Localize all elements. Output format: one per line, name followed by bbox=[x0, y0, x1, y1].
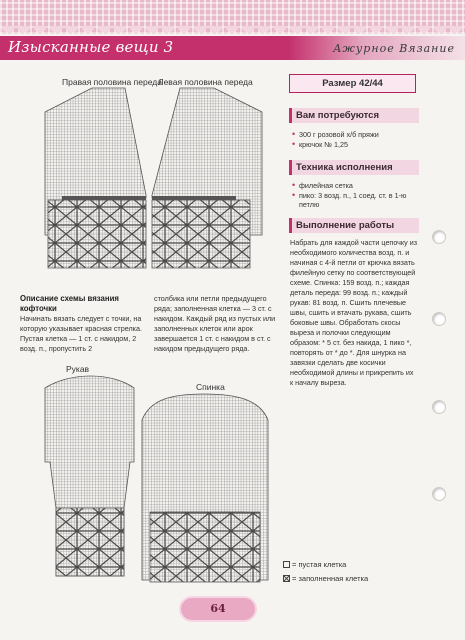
legend-filled: = заполненная клетка bbox=[283, 574, 368, 583]
description-title: Описание схемы вязания кофточки bbox=[20, 294, 119, 313]
binder-hole bbox=[432, 400, 446, 414]
technique-list bbox=[291, 181, 419, 210]
work-text: Набрать для каждой части цепочку из необходимого количества возд. п. и начиная с 4-й петли от крючка вязать филейную сетку по соответствующей схеме. Спинка: 159 возд. п.; каждая деталь переда: 99 возд. п.; каждый рукав: 81 возд. п. Сшить плечевые швы, сшить и втачать рукава, сшить боковые швы. Обработать скосы выреза и полочки следующим образом: * 5 ст. без накида, 1 пико *, повторять от * до *. Для шнурка на завязки сделать две косички необходимой длины и прикрепить их к началу выреза. bbox=[290, 238, 418, 387]
chart-front-left bbox=[152, 88, 262, 268]
filled-cell-icon bbox=[283, 575, 290, 582]
binder-hole bbox=[432, 230, 446, 244]
label-back: Спинка bbox=[196, 382, 225, 392]
list-item: • пико: 3 возд. п., 1 соед. ст. в 1-ю петлю bbox=[291, 191, 419, 210]
section-title: Ажурное Вязание bbox=[333, 42, 455, 55]
description-col2: столбика или петли предыдущего ряда; заполненная клетка — 3 ст. с накидом. Каждый ряд из пустых или заполненных клеток или арок завершается 1 ст. с накидом в ст. с накидом предыдущего ряда. bbox=[154, 294, 276, 353]
technique-heading: Техника исполнения bbox=[289, 160, 419, 175]
label-front-left: Левая половина переда bbox=[158, 77, 253, 87]
chart-back bbox=[142, 394, 268, 582]
description-col1: Начинать вязать следует с точки, на которую указывает красная стрелка. Пустая клетка — 1 ст. с накидом, 2 возд. п., пропустить 2 bbox=[20, 314, 142, 353]
label-front-right: Правая половина переда bbox=[62, 77, 162, 87]
page-number: 64 bbox=[210, 602, 226, 615]
list-item: • филейная сетка bbox=[291, 181, 419, 191]
series-title: Изысканные вещи 3 bbox=[8, 38, 174, 56]
work-heading: Выполнение работы bbox=[289, 218, 419, 233]
materials-list bbox=[291, 130, 419, 149]
materials-heading: Вам потребуются bbox=[289, 108, 419, 123]
binder-hole bbox=[432, 487, 446, 501]
label-sleeve: Рукав bbox=[66, 364, 90, 374]
size-box: Размер 42/44 bbox=[289, 74, 416, 93]
empty-cell-icon bbox=[283, 561, 290, 568]
chart-front-right bbox=[45, 88, 146, 268]
chart-sleeve bbox=[45, 376, 134, 576]
list-item: • крючок № 1,25 bbox=[291, 140, 419, 150]
binder-hole bbox=[432, 312, 446, 326]
legend-empty: = пустая клетка bbox=[283, 560, 346, 569]
list-item: • 300 г розовой х/б пряжи bbox=[291, 130, 419, 140]
page-number-badge bbox=[179, 596, 257, 622]
